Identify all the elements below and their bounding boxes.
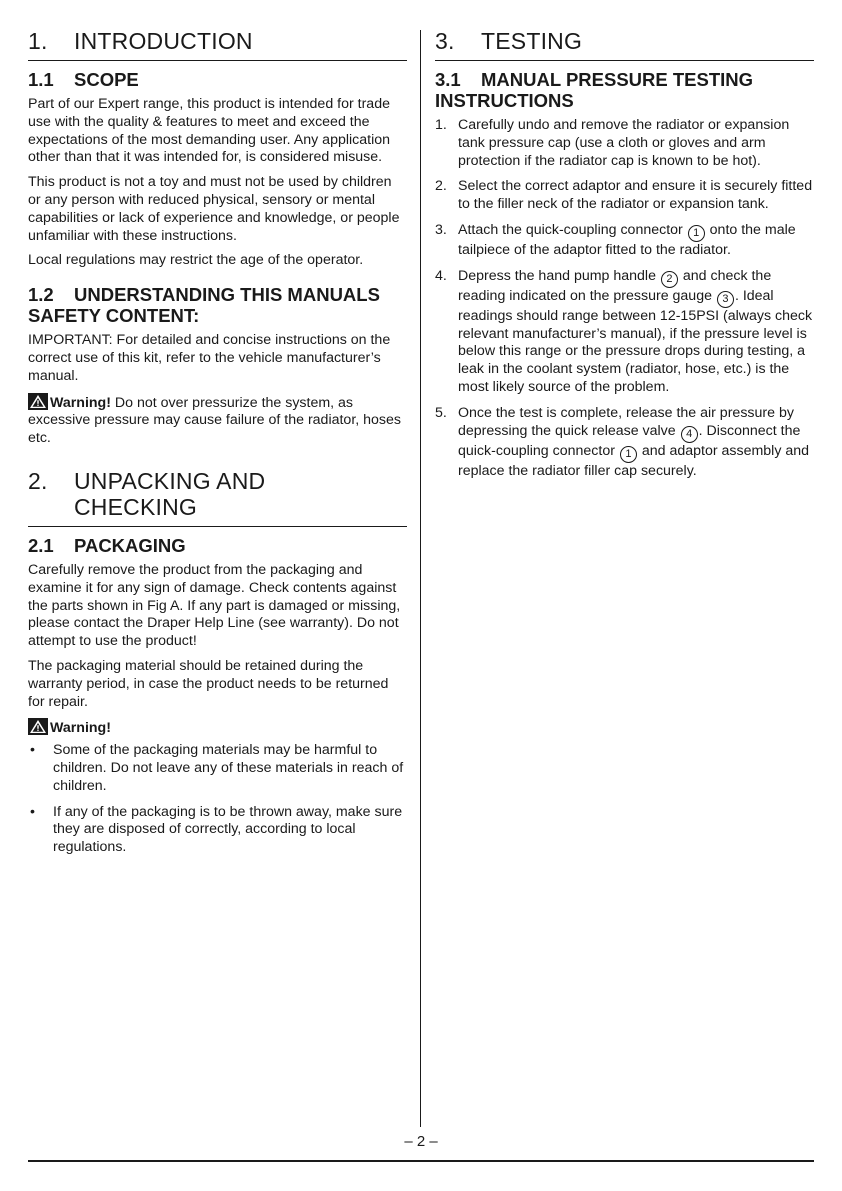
list-item: 1. Carefully undo and remove the radiator or expansion tank pressure cap (use a cloth or gloves and arm protection if the radiator cap is known to be hot). bbox=[435, 117, 790, 169]
section-3-1-heading: 3.1 MANUAL PRESSURE TESTING INSTRUCTIONS bbox=[435, 69, 754, 111]
packaging-paragraph-2: The packaging material should be retained during the warranty period, in case the product needs to be returned for repair. bbox=[28, 657, 389, 710]
list-item: • If any of the packaging is to be thrown away, make sure they are disposed of correctly, according to local regulations. bbox=[30, 803, 403, 856]
list-item: 4. Depress the hand pump handle 2 and check the reading indicated on the pressure gauge 3 . Ideal readings should range between 12-15PSI (always check relevant manufacturer’s manual), if the pressure level is below this range or the pressure drops during testing, a leak in the coolant system (radiator, hose, etc.) is the most likely source of the problem. bbox=[435, 267, 813, 395]
callout-number: 3 bbox=[717, 291, 734, 308]
list-item: 3. Attach the quick-coupling connector 1 onto the male tailpiece of the adaptor fitted to the radiator. bbox=[435, 221, 796, 258]
warning-triangle-icon bbox=[28, 718, 48, 735]
right-column bbox=[435, 28, 814, 488]
callout-number: 4 bbox=[681, 426, 698, 443]
scope-paragraph-1: Part of our Expert range, this product is intended for trade use with the quality & features to meet and exceed the expectations of the most demanding user. Any application other than that it was intended for, is considered misuse. bbox=[28, 96, 391, 166]
callout-number: 2 bbox=[661, 271, 678, 288]
scope-paragraph-2: This product is not a toy and must not be used by children or any person with reduced physical, sensory or mental capabilities or lack of experience and knowledge, or people unfamiliar with these instructions. bbox=[28, 174, 400, 244]
callout-number: 1 bbox=[688, 225, 705, 242]
testing-steps bbox=[435, 117, 814, 480]
list-item: 5. Once the test is complete, release the air pressure by depressing the quick release valve 4 . Disconnect the quick-coupling connector 1 and adaptor assembly and replace the radiator filler cap securely. bbox=[435, 404, 810, 479]
list-item: • Some of the packaging materials may be harmful to children. Do not leave any of these materials in reach of children. bbox=[30, 742, 404, 794]
warning-triangle-icon bbox=[28, 393, 48, 410]
column-divider bbox=[420, 30, 421, 1127]
packaging-warning: Warning! bbox=[28, 718, 407, 738]
scope-paragraph-3: Local regulations may restrict the age of the operator. bbox=[28, 252, 364, 269]
packaging-paragraph-1: Carefully remove the product from the packaging and examine it for any sign of damage. Check contents against the parts shown in Fig A. If any part is damaged or missing, please contact the Draper Help Line (see warranty). Do not attempt to use the product! bbox=[28, 561, 401, 650]
section-1-1-heading: 1.1 SCOPE bbox=[28, 69, 139, 90]
section-1-2-heading: 1.2 UNDERSTANDING THIS MANUALS SAFETY CONTENT: bbox=[28, 284, 380, 327]
warning-paragraph: Warning! Do not over pressurize the system, as excessive pressure may cause failure of the radiator, hoses etc. bbox=[28, 394, 402, 447]
footer-rule bbox=[28, 1160, 814, 1162]
left-column bbox=[28, 28, 407, 865]
section-1-heading: 1. INTRODUCTION bbox=[28, 28, 407, 61]
important-paragraph: IMPORTANT: For detailed and concise instructions on the correct use of this kit, refer to the vehicle manufacturer’s manual. bbox=[28, 332, 391, 384]
section-2-heading: 2. UNPACKING AND CHECKING bbox=[28, 468, 407, 527]
list-item: 2. Select the correct adaptor and ensure it is securely fitted to the filler neck of the radiator or expansion tank. bbox=[435, 178, 813, 213]
packaging-warning-list bbox=[28, 742, 407, 857]
page-number: – 2 – bbox=[404, 1133, 438, 1150]
callout-number: 1 bbox=[620, 446, 637, 463]
section-2-1-heading: 2.1 PACKAGING bbox=[28, 534, 186, 556]
section-3-heading: 3. TESTING bbox=[435, 28, 814, 61]
